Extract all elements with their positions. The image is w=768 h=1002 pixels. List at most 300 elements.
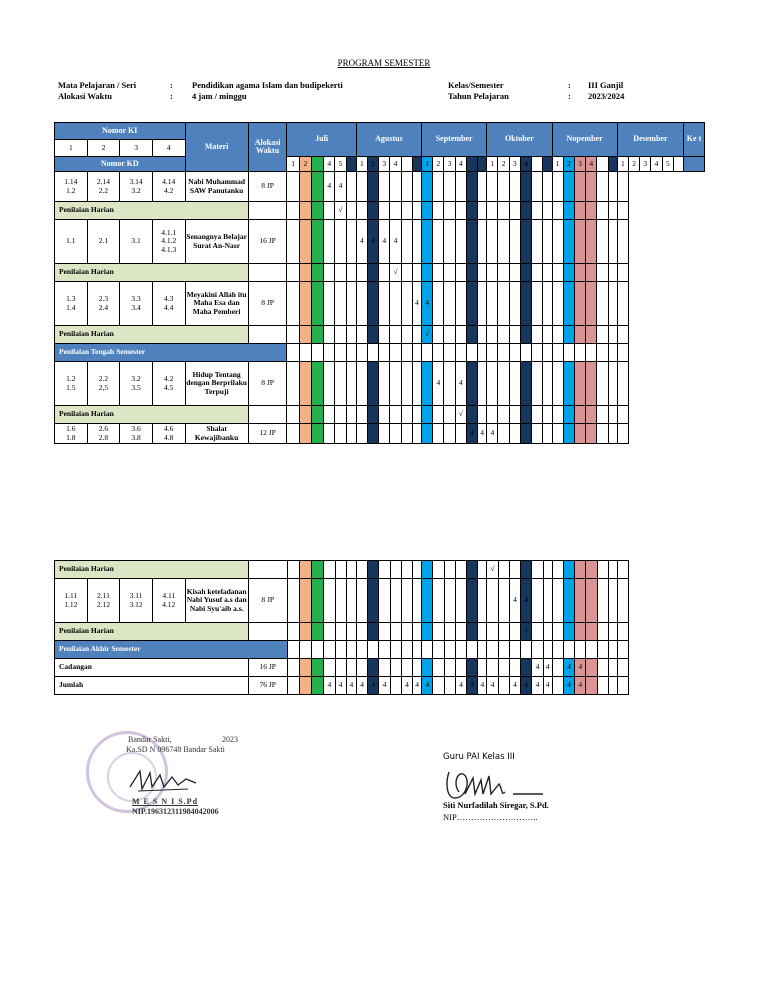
week-cell [287, 677, 299, 695]
week-cell [379, 659, 390, 677]
week-cell [356, 623, 367, 641]
week-cell [368, 579, 379, 623]
week-cell [543, 172, 552, 202]
week-cell [401, 362, 412, 406]
empty-cell [509, 641, 520, 659]
empty-cell [466, 344, 477, 362]
week-cell [433, 264, 444, 282]
week-cell [586, 282, 597, 326]
kd-cell: 1.14 1.2 [55, 172, 88, 202]
week-cell [597, 561, 608, 579]
week-cell: 4 [521, 579, 532, 623]
alokasi-cell: 16 JP [248, 659, 287, 677]
week-cell [586, 172, 597, 202]
week-cell [413, 659, 422, 677]
empty-cell [444, 344, 455, 362]
empty-cell [287, 344, 299, 362]
week-cell [608, 264, 617, 282]
week-cell [311, 406, 323, 424]
week-cell [324, 561, 335, 579]
week-cell [379, 202, 390, 220]
ki-number: 4 [152, 140, 185, 157]
week-cell [368, 282, 379, 326]
week-cell [356, 579, 367, 623]
week-cell [433, 172, 444, 202]
week-number: 4 [520, 157, 531, 172]
week-cell [401, 406, 412, 424]
week-cell [356, 561, 367, 579]
week-cell [335, 406, 346, 424]
ket-header: Ke t [684, 123, 705, 157]
week-cell [563, 561, 574, 579]
week-cell: 4 [521, 677, 532, 695]
week-cell [455, 561, 466, 579]
kd-cell: 1.6 1.8 [55, 424, 88, 444]
week-cell [478, 659, 487, 677]
week-cell [498, 202, 509, 220]
month-header: Nopember [552, 123, 617, 157]
week-cell [324, 424, 335, 444]
week-cell [346, 362, 356, 406]
week-cell [575, 579, 586, 623]
week-cell [487, 579, 498, 623]
week-cell [335, 282, 346, 326]
week-cell [287, 623, 299, 641]
week-cell [586, 579, 597, 623]
week-cell [444, 220, 455, 264]
week-cell [356, 659, 367, 677]
month-header: Agustus [356, 123, 421, 157]
penilaian-harian-label: Penilaian Harian [55, 406, 249, 424]
week-cell [520, 362, 531, 406]
empty-cell [618, 641, 629, 659]
week-number: 1 [287, 157, 299, 172]
week-cell [368, 172, 379, 202]
week-cell [509, 282, 520, 326]
week-cell [552, 362, 563, 406]
week-cell [401, 623, 412, 641]
week-cell [335, 362, 346, 406]
week-cell: 4 [335, 172, 346, 202]
month-header: Desember [617, 123, 683, 157]
teacher-signature-block [443, 752, 643, 822]
week-cell [324, 264, 335, 282]
week-cell [401, 659, 412, 677]
week-cell: 4 [324, 677, 335, 695]
week-cell [608, 561, 617, 579]
week-cell [498, 326, 509, 344]
week-cell [597, 677, 608, 695]
kd-cell: 3.1 [120, 220, 153, 264]
week-cell [368, 326, 379, 344]
principal-nip: NIP.196312311984042006 [132, 807, 219, 816]
week-cell [335, 659, 346, 677]
week-cell: 4 [412, 282, 421, 326]
week-cell [574, 264, 585, 282]
week-cell [597, 579, 608, 623]
week-cell: 4 [379, 677, 390, 695]
week-cell [346, 623, 356, 641]
week-cell [563, 362, 574, 406]
week-cell [608, 659, 617, 677]
week-cell [597, 406, 608, 424]
empty-cell [324, 344, 335, 362]
week-cell [543, 282, 552, 326]
week-cell [412, 424, 421, 444]
week-cell [563, 326, 574, 344]
time-label: Alokasi Waktu [58, 91, 112, 101]
empty-cell [335, 344, 346, 362]
week-cell [433, 579, 444, 623]
week-cell [444, 561, 455, 579]
week-cell [509, 623, 520, 641]
week-cell [401, 220, 412, 264]
week-cell [312, 561, 324, 579]
week-cell [466, 220, 477, 264]
week-cell [478, 623, 487, 641]
week-cell [487, 623, 498, 641]
materi-cell: Shalat Kewajibanku [185, 424, 248, 444]
week-cell [299, 677, 311, 695]
week-cell [478, 202, 487, 220]
week-number: 3 [444, 157, 455, 172]
week-cell [466, 264, 477, 282]
week-cell [346, 406, 356, 424]
week-cell [379, 172, 390, 202]
week-cell [543, 220, 552, 264]
week-cell [543, 202, 552, 220]
week-cell: √ [455, 406, 466, 424]
week-cell [390, 677, 401, 695]
colon: : [170, 91, 173, 101]
week-cell [509, 659, 520, 677]
week-number: 2 [628, 157, 639, 172]
empty-cell [368, 641, 379, 659]
total-label: Jumlah [55, 677, 249, 695]
week-cell [532, 172, 543, 202]
week-cell [390, 623, 401, 641]
empty-cell [498, 344, 509, 362]
week-cell [287, 406, 299, 424]
empty-cell [543, 641, 552, 659]
week-cell [466, 406, 477, 424]
empty-cell [574, 344, 585, 362]
week-cell [287, 579, 299, 623]
week-cell: 4 [467, 677, 478, 695]
empty-cell [509, 344, 520, 362]
week-cell [422, 579, 433, 623]
week-cell [433, 406, 444, 424]
empty-cell [498, 641, 509, 659]
week-cell [390, 406, 401, 424]
week-cell [563, 424, 574, 444]
week-cell [368, 406, 379, 424]
week-cell: √ [521, 623, 532, 641]
empty-cell [467, 641, 478, 659]
week-number: 1 [356, 157, 367, 172]
week-cell [299, 424, 311, 444]
week-cell [324, 623, 335, 641]
week-cell [401, 172, 412, 202]
week-cell [455, 220, 466, 264]
week-cell: 4 [335, 677, 346, 695]
week-cell [520, 264, 531, 282]
week-cell [379, 406, 390, 424]
week-cell: 4 [455, 677, 466, 695]
week-cell [487, 220, 498, 264]
week-cell [413, 561, 422, 579]
week-cell [368, 264, 379, 282]
week-cell [509, 406, 520, 424]
week-cell [455, 579, 466, 623]
week-cell [299, 406, 311, 424]
week-cell [487, 659, 498, 677]
week-cell [466, 326, 477, 344]
week-cell [299, 220, 311, 264]
week-cell [608, 282, 617, 326]
week-cell [597, 282, 608, 326]
week-cell [586, 424, 597, 444]
week-cell [509, 172, 520, 202]
week-cell [498, 362, 509, 406]
week-cell [574, 424, 585, 444]
week-cell [543, 623, 552, 641]
week-cell [521, 659, 532, 677]
week-cell [532, 362, 543, 406]
nomor-kd-header: Nomor KD [55, 157, 186, 172]
week-cell [487, 202, 498, 220]
week-cell [498, 677, 509, 695]
empty-cell [597, 641, 608, 659]
empty-cell [563, 641, 574, 659]
week-cell [586, 326, 597, 344]
week-cell [311, 282, 323, 326]
week-cell [563, 264, 574, 282]
week-cell [586, 362, 597, 406]
week-cell [478, 579, 487, 623]
week-cell [412, 362, 421, 406]
week-cell [422, 362, 433, 406]
ket-cell [618, 623, 629, 641]
week-cell [356, 326, 367, 344]
empty-cell [311, 344, 323, 362]
week-cell [356, 202, 367, 220]
week-cell [356, 424, 367, 444]
week-cell: 4 [487, 424, 498, 444]
week-cell [433, 326, 444, 344]
week-cell [586, 202, 597, 220]
week-cell [368, 659, 379, 677]
week-cell [346, 282, 356, 326]
week-cell [455, 172, 466, 202]
week-cell [324, 659, 335, 677]
week-cell [287, 202, 299, 220]
class-label: Kelas/Semester [448, 80, 504, 90]
empty-cell [379, 641, 390, 659]
week-cell [324, 202, 335, 220]
ket-cell [617, 406, 628, 424]
kd-cell: 2.11 2.12 [87, 579, 120, 623]
kd-cell: 2.14 2.2 [87, 172, 120, 202]
week-cell [287, 326, 299, 344]
alokasi-cell [248, 623, 287, 641]
week-cell [422, 623, 433, 641]
ki-number: 2 [87, 140, 120, 157]
header-left [56, 80, 345, 102]
ket-cell [617, 424, 628, 444]
week-cell [597, 623, 608, 641]
week-cell: 4 [413, 677, 422, 695]
week-cell: 4 [390, 220, 401, 264]
week-cell [563, 220, 574, 264]
week-cell [412, 220, 421, 264]
week-number: 2 [433, 157, 444, 172]
week-cell [478, 406, 487, 424]
week-cell [520, 326, 531, 344]
week-cell [346, 659, 356, 677]
week-cell [597, 326, 608, 344]
week-cell [412, 326, 421, 344]
week-cell [444, 623, 455, 641]
week-cell [498, 579, 509, 623]
week-cell [390, 579, 401, 623]
week-cell [368, 623, 379, 641]
week-cell [597, 424, 608, 444]
alokasi-cell [248, 202, 287, 220]
week-cell [498, 406, 509, 424]
week-cell [324, 406, 335, 424]
week-cell [552, 202, 563, 220]
week-cell [287, 659, 299, 677]
week-cell [608, 326, 617, 344]
week-cell [433, 202, 444, 220]
materi-cell: Meyakini Allah itu Maha Esa dan Maha Pemberi [185, 282, 248, 326]
week-cell [563, 172, 574, 202]
empty-cell [520, 344, 531, 362]
week-cell [498, 561, 509, 579]
week-cell [444, 659, 455, 677]
empty-cell [324, 641, 335, 659]
signature-place: Bandar Sakti, [128, 735, 172, 744]
week-cell [356, 172, 367, 202]
week-cell [324, 220, 335, 264]
week-cell [412, 406, 421, 424]
week-cell [563, 282, 574, 326]
empty-cell [356, 344, 367, 362]
empty-cell [586, 641, 597, 659]
week-cell [401, 579, 412, 623]
week-cell [444, 579, 455, 623]
kd-cell: 1.2 1.5 [55, 362, 88, 406]
week-cell [608, 220, 617, 264]
week-cell [478, 362, 487, 406]
week-cell [311, 220, 323, 264]
week-cell [390, 561, 401, 579]
week-cell [520, 424, 531, 444]
week-cell [287, 424, 299, 444]
week-cell [412, 202, 421, 220]
penilaian-harian-label: Penilaian Harian [55, 202, 249, 220]
week-cell [422, 220, 433, 264]
week-cell [586, 220, 597, 264]
week-cell [552, 561, 563, 579]
week-cell [335, 424, 346, 444]
week-cell [509, 220, 520, 264]
week-cell [520, 202, 531, 220]
week-cell [312, 623, 324, 641]
week-number [401, 157, 412, 172]
week-cell [368, 202, 379, 220]
empty-cell [299, 344, 311, 362]
alokasi-cell: 76 JP [248, 677, 287, 695]
week-cell [478, 561, 487, 579]
materi-cell: Kisah keteladanan Nabi Yusuf a.s dan Nabi Syu'aib a.s. [185, 579, 248, 623]
kd-cell: 4.3 4.4 [152, 282, 185, 326]
header-right [446, 80, 626, 102]
kd-cell: 3.14 3.2 [120, 172, 153, 202]
week-cell [478, 220, 487, 264]
ket-cell [617, 264, 628, 282]
week-cell [455, 264, 466, 282]
week-cell [311, 172, 323, 202]
colon: : [568, 91, 571, 101]
week-cell [335, 326, 346, 344]
kd-cell: 2.1 [87, 220, 120, 264]
week-cell [335, 264, 346, 282]
week-number: 1 [617, 157, 628, 172]
week-cell [552, 677, 563, 695]
class-value: III Ganjil [588, 80, 624, 90]
week-cell [299, 623, 311, 641]
week-cell [466, 202, 477, 220]
week-number: 4 [390, 157, 401, 172]
week-cell [552, 406, 563, 424]
week-cell [608, 202, 617, 220]
week-cell: √ [422, 326, 433, 344]
week-cell [498, 264, 509, 282]
week-cell [335, 220, 346, 264]
kd-cell: 2.3 2.4 [87, 282, 120, 326]
week-cell [543, 579, 552, 623]
empty-cell [433, 344, 444, 362]
month-separator [543, 157, 552, 172]
week-number: 4 [324, 157, 335, 172]
week-cell [466, 362, 477, 406]
week-number: 4 [455, 157, 466, 172]
empty-cell [586, 344, 597, 362]
week-cell: 4 [433, 362, 444, 406]
week-number: 2 [299, 157, 311, 172]
week-cell [311, 424, 323, 444]
week-cell [520, 406, 531, 424]
week-cell [433, 424, 444, 444]
week-cell [401, 326, 412, 344]
month-header: September [422, 123, 487, 157]
week-cell [335, 561, 346, 579]
week-cell [444, 424, 455, 444]
month-separator [608, 157, 617, 172]
page-title: PROGRAM SEMESTER [337, 58, 431, 68]
week-cell: 4 [563, 659, 574, 677]
week-cell [455, 326, 466, 344]
week-cell [552, 172, 563, 202]
week-cell: √ [390, 264, 401, 282]
penilaian-harian-label: Penilaian Harian [55, 264, 249, 282]
week-cell [597, 659, 608, 677]
month-header: Oktober [487, 123, 552, 157]
week-cell [563, 623, 574, 641]
ket-cell [618, 561, 629, 579]
